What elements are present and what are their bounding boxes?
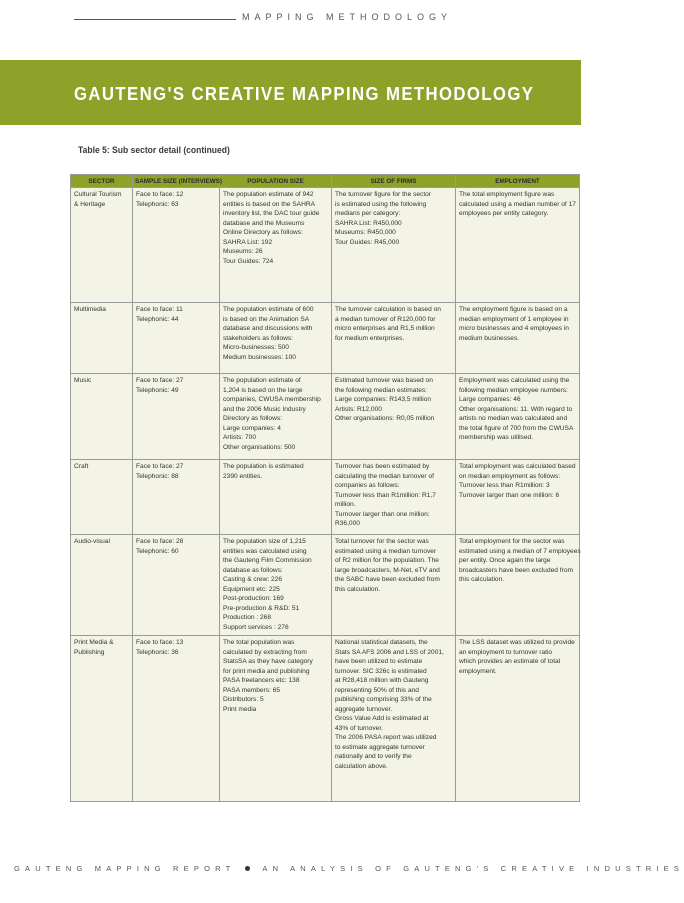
cell-line: companies, CWUSA membership (223, 396, 321, 403)
cell-line: large broadcasters, M-Net, eTV and (335, 566, 440, 574)
cell-line: employment. (459, 667, 497, 675)
cell-population-size (220, 535, 332, 636)
cell-line: 1,204 is based on the large (223, 386, 303, 394)
column-header-sample-size: SAMPLE SIZE (INTERVIEWS) (133, 175, 220, 188)
cell-line: the Gauteng Film Commission (223, 557, 312, 564)
cell-line: calculated using a median number of 17 (459, 200, 576, 208)
cell-line: Estimated turnover was based on (335, 377, 433, 384)
cell-line: membership was utilised. (459, 434, 534, 441)
footer-subtitle: AN ANALYSIS OF GAUTENG'S CREATIVE INDUSTRIES (262, 864, 684, 873)
section-header: MAPPING METHODOLOGY (242, 12, 453, 22)
cell-line: estimated using a median of 7 employees (459, 547, 581, 555)
cell-line: publishing comprising 33% of the (335, 696, 432, 703)
cell-line: Cultural Tourism (74, 191, 122, 198)
cell-line: Turnover has been estimated by (335, 463, 430, 470)
cell-line: nationally and to verify the (335, 753, 412, 760)
cell-line: Total employment for the sector was (459, 538, 565, 545)
cell-line: Face to face: 11 (136, 306, 183, 313)
cell-line: Turnover larger than one million: 6 (459, 491, 560, 499)
cell-line: Other organisations: R0,05 million (335, 415, 435, 422)
cell-line: calculation above. (335, 762, 388, 770)
table-row (71, 535, 580, 636)
cell-line: Face to face: 13 (136, 639, 184, 646)
cell-line: Gross Value Add is estimated at (335, 715, 429, 722)
cell-line: entities is based on the SAHRA (223, 200, 315, 208)
cell-line: which provides an estimate of total (459, 658, 561, 665)
cell-line: median employment of 1 employee in (459, 315, 569, 323)
cell-population-size (220, 303, 332, 374)
cell-line: The population estimate of 942 (223, 191, 314, 198)
cell-sample-size (133, 188, 220, 303)
table-row (71, 188, 580, 303)
cell-line: The employment figure is based on a (459, 306, 568, 313)
cell-line: Telephonic: 60 (136, 547, 179, 555)
cell-line: Print Media & (74, 639, 114, 646)
cell-size-of-firms (332, 188, 456, 303)
cell-line: SAHRA List: 192 (223, 238, 273, 246)
cell-line: Directory as follows: (223, 415, 282, 422)
cell-line: Tour Guides: R45,000 (335, 238, 400, 246)
cell-line: the total figure of 700 from the CWUSA (459, 424, 574, 432)
cell-line: The total population was (223, 639, 295, 646)
cell-line: an employment to turnover ratio (459, 648, 553, 656)
sub-sector-table (70, 174, 580, 802)
cell-line: Medium businesses: 100 (223, 353, 296, 361)
cell-line: aggregate turnover. (335, 705, 393, 713)
cell-line: medians per category: (335, 210, 401, 217)
cell-sample-size (133, 303, 220, 374)
header-rule (74, 19, 236, 20)
table-row (71, 374, 580, 460)
cell-line: have been utilized to estimate (335, 658, 423, 665)
cell-sector (71, 303, 133, 374)
cell-line: Turnover less than R1million: 3 (459, 482, 550, 489)
cell-line: The population estimate of 600 (223, 306, 314, 313)
cell-sample-size (133, 636, 220, 802)
cell-sector (71, 535, 133, 636)
cell-line: estimated using a median turnover (335, 547, 437, 555)
cell-line: Total employment was calculated based (459, 463, 576, 470)
cell-line: Museums: 26 (223, 248, 263, 255)
cell-line: Turnover larger than one million: (335, 510, 430, 518)
cell-line: Face to face: 27 (136, 463, 184, 470)
cell-line: entities was calculated using (223, 547, 307, 555)
cell-line: Turnover less than R1million: R1,7 (335, 491, 436, 499)
cell-line: Pre-production & R&D: 51 (223, 604, 300, 612)
cell-sample-size (133, 535, 220, 636)
cell-line: Large companies: R143,5 million (335, 396, 432, 403)
cell-line: for print media and publishing (223, 667, 310, 675)
cell-employment (456, 535, 580, 636)
cell-line: Total turnover for the sector was (335, 538, 429, 545)
cell-line: 43% of turnover. (335, 724, 384, 732)
cell-sample-size (133, 460, 220, 535)
cell-employment (456, 374, 580, 460)
cell-line: Other organisations: 500 (223, 443, 296, 451)
cell-line: the following median estimates: (335, 386, 427, 394)
cell-line: to estimate aggregate turnover (335, 743, 425, 751)
cell-line: & Heritage (74, 200, 106, 208)
cell-line: Equipment etc: 225 (223, 585, 280, 593)
cell-line: Post-production: 169 (223, 595, 284, 602)
cell-line: turnover. SIC 326c is estimated (335, 667, 427, 675)
cell-line: database and discussions with (223, 325, 313, 332)
cell-line: artists no median was calculated and (459, 415, 568, 422)
table-row (71, 303, 580, 374)
cell-size-of-firms (332, 636, 456, 802)
cell-line: database and the Museums (223, 219, 305, 227)
column-header-employment: EMPLOYMENT (456, 175, 580, 188)
cell-line: Employment was calculated using the (459, 377, 570, 384)
cell-line: broadcasters have been excluded from (459, 566, 573, 574)
cell-line: for medium enterprises. (335, 334, 405, 342)
cell-line: Stats SA AFS 2006 and LSS of 2001, (335, 648, 444, 656)
cell-sector (71, 188, 133, 303)
cell-line: following median employee numbers: (459, 386, 568, 394)
cell-employment (456, 303, 580, 374)
column-header-population-size: POPULATION SIZE (220, 175, 332, 188)
cell-line: Online Directory as follows: (223, 229, 303, 236)
cell-line: The LSS dataset was utilized to provide (459, 639, 575, 646)
cell-line: Telephonic: 36 (136, 648, 179, 656)
cell-line: Museums: R450,000 (335, 229, 396, 236)
cell-size-of-firms (332, 460, 456, 535)
cell-line: The 2006 PASA report was utilized (335, 734, 437, 741)
cell-line: Tour Guides: 724 (223, 257, 274, 265)
cell-line: is based on the Animation SA (223, 315, 310, 323)
cell-sample-size (133, 374, 220, 460)
cell-line: Telephonic: 63 (136, 200, 179, 208)
cell-line: Telephonic: 49 (136, 386, 179, 394)
cell-line: National statistical datasets, the (335, 639, 428, 646)
cell-line: micro businesses and 4 employees in (459, 325, 569, 332)
cell-line: Audio-visual (74, 538, 110, 545)
cell-line: The total employment figure was (459, 191, 555, 198)
cell-line: companies as follows: (335, 482, 400, 489)
column-header-sector: SECTOR (71, 175, 133, 188)
cell-line: Music (74, 377, 92, 384)
cell-line: Publishing (74, 648, 105, 656)
cell-line: and the 2006 Music Industry (223, 405, 306, 413)
table-header-row (71, 175, 580, 188)
footer-bullet-icon (245, 866, 250, 871)
cell-line: 2390 entities. (223, 472, 263, 480)
cell-line: PASA members: 65 (223, 686, 281, 694)
cell-line: employees per entity category. (459, 210, 549, 217)
cell-size-of-firms (332, 374, 456, 460)
cell-line: stakeholders as follows: (223, 334, 294, 342)
cell-employment (456, 636, 580, 802)
cell-population-size (220, 188, 332, 303)
cell-line: Telephonic: 88 (136, 472, 179, 480)
cell-line: Micro-businesses: 500 (223, 344, 289, 351)
table-row (71, 636, 580, 802)
cell-line: The population size of 1,215 (223, 538, 306, 545)
footer-report-title: GAUTENG MAPPING REPORT (14, 864, 236, 873)
cell-line: The turnover figure for the sector (335, 191, 432, 198)
cell-sector (71, 636, 133, 802)
cell-line: Distributors: 5 (223, 696, 264, 703)
cell-line: Casting & crew: 226 (223, 576, 283, 583)
cell-line: StatsSA as they have category (223, 658, 313, 665)
cell-line: on median employment as follows: (459, 472, 561, 480)
table-row (71, 460, 580, 535)
cell-sector (71, 374, 133, 460)
cell-line: Face to face: 28 (136, 538, 184, 545)
cell-line: per entity. Once again the large (459, 557, 551, 564)
cell-line: calculating the median turnover of (335, 472, 434, 480)
cell-line: Face to face: 27 (136, 377, 184, 384)
cell-line: representing 50% of this and (335, 686, 419, 694)
cell-line: The turnover calculation is based on (335, 306, 441, 313)
cell-line: PASA freelancers etc: 138 (223, 677, 300, 684)
cell-line: R36,000 (335, 520, 360, 527)
cell-population-size (220, 374, 332, 460)
cell-line: The population estimate of (223, 377, 301, 384)
cell-line: database as follows: (223, 566, 283, 574)
cell-line: Production : 268 (223, 614, 272, 621)
cell-line: inventory list, the DAC tour guide (223, 210, 320, 217)
cell-line: Support services : 276 (223, 623, 289, 631)
cell-line: of R2 million for the population. The (335, 557, 439, 564)
cell-line: Face to face: 12 (136, 191, 184, 198)
cell-size-of-firms (332, 303, 456, 374)
cell-line: million. (335, 501, 356, 508)
cell-line: The population is estimated (223, 463, 304, 470)
column-header-size-of-firms: SIZE OF FIRMS (332, 175, 456, 188)
cell-line: at R28,418 million with Gauteng (335, 677, 429, 684)
cell-line: this calculation. (459, 576, 505, 583)
cell-line: the SABC have been excluded from (335, 576, 440, 583)
cell-line: micro enterprises and R1,5 million (335, 325, 435, 332)
cell-population-size (220, 460, 332, 535)
cell-line: this calculation. (335, 585, 381, 593)
cell-line: Artists: R12,000 (335, 405, 382, 413)
cell-line: Print media (223, 705, 257, 713)
cell-line: Other organisations: 11. With regard to (459, 405, 573, 413)
cell-line: Artists: 700 (223, 434, 256, 441)
cell-employment (456, 188, 580, 303)
cell-line: medium businesses. (459, 334, 520, 342)
page-title: GAUTENG'S CREATIVE MAPPING METHODOLOGY (74, 84, 535, 104)
cell-line: Large companies: 4 (223, 424, 281, 432)
cell-employment (456, 460, 580, 535)
page-footer (14, 864, 684, 873)
cell-line: calculated by extracting from (223, 648, 307, 656)
cell-line: Craft (74, 463, 89, 470)
cell-line: SAHRA List: R450,000 (335, 219, 402, 227)
cell-line: is estimated using the following (335, 200, 427, 208)
cell-line: a median turnover of R120,000 for (335, 315, 436, 323)
cell-line: Telephonic: 44 (136, 315, 179, 323)
cell-population-size (220, 636, 332, 802)
table-caption: Table 5: Sub sector detail (continued) (78, 145, 230, 156)
cell-line: Large companies: 46 (459, 396, 521, 403)
cell-line: Multimedia (74, 306, 106, 313)
cell-size-of-firms (332, 535, 456, 636)
cell-sector (71, 460, 133, 535)
